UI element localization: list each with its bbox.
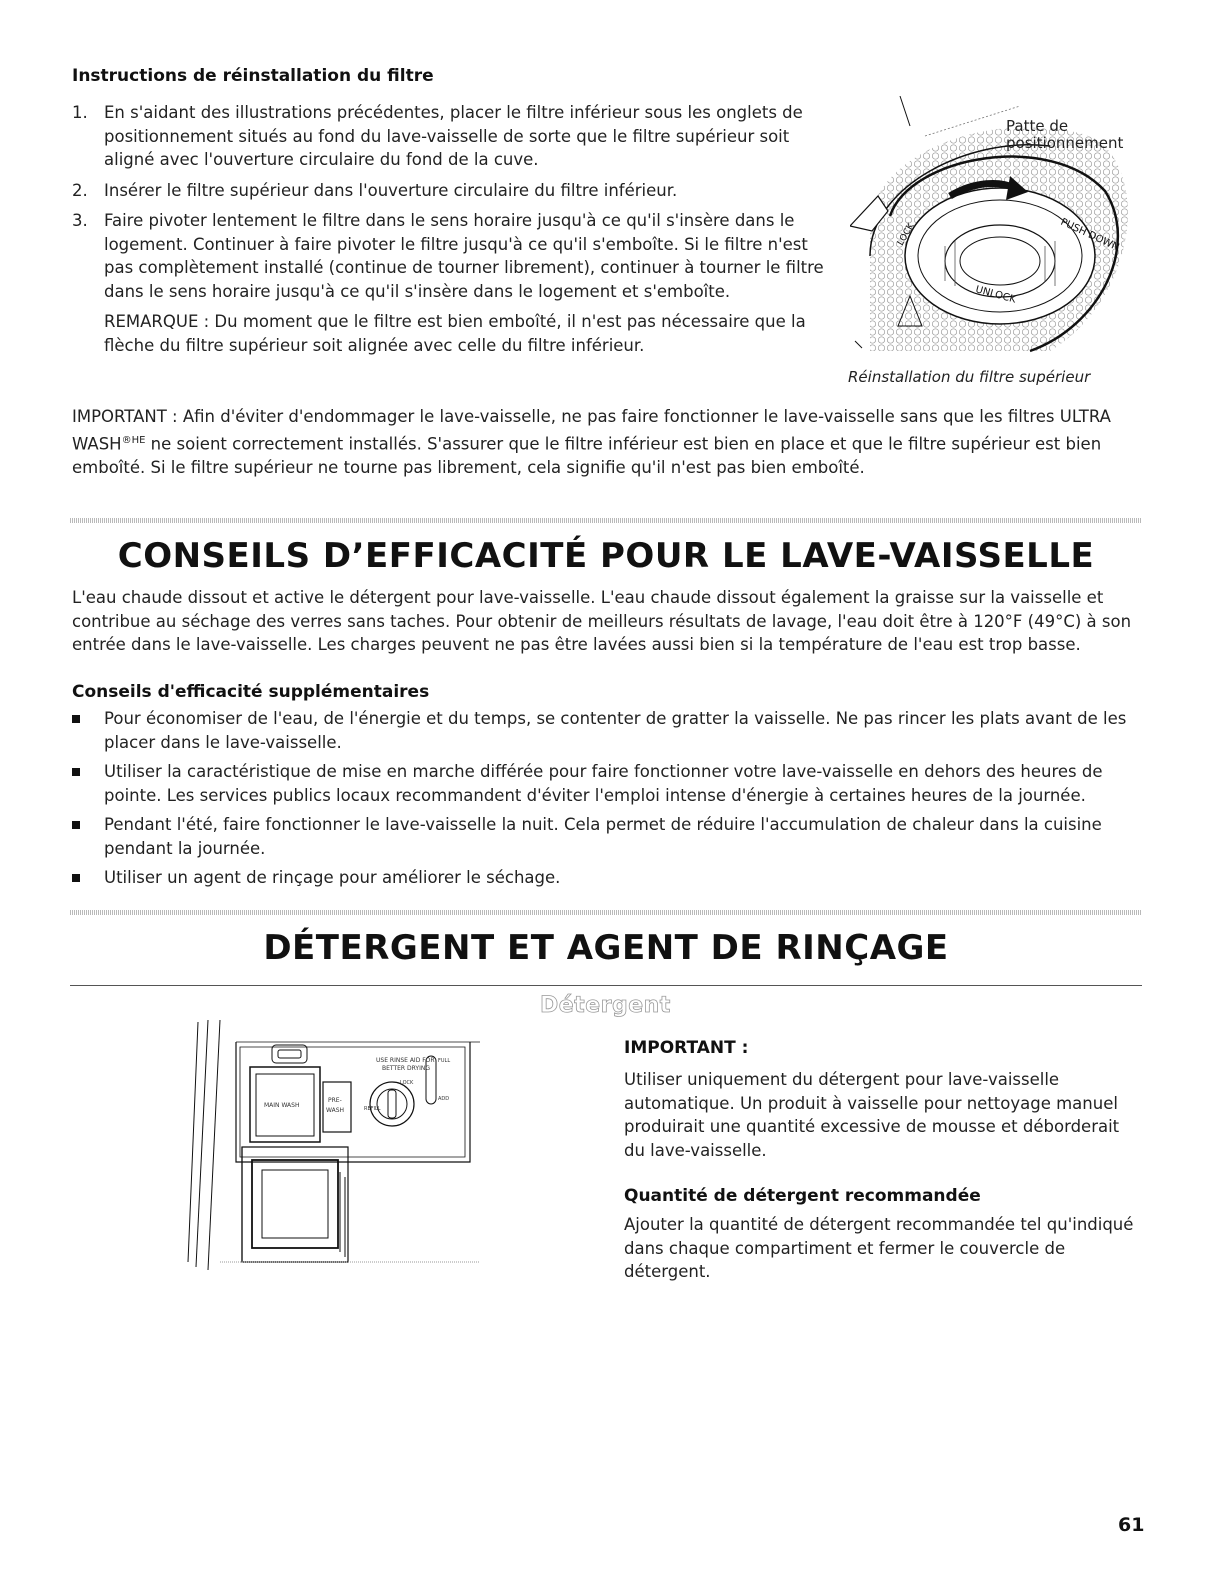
refill-label: REFILL [364,1106,381,1112]
filter-step-3 [72,209,842,303]
efficiency-title: CONSEILS D’EFFICACITÉ POUR LE LAVE-VAISSELLE [117,536,1095,576]
main-wash-label: MAIN WASH [264,1102,300,1109]
rinse-aid-label-2: BETTER DRYING [382,1065,430,1072]
bullet-icon [72,821,80,829]
detergent-important-heading: IMPORTANT : [624,1038,749,1058]
filter-step-1 [72,101,842,172]
positioning-tab-callout: Patte de positionnement [1006,117,1124,152]
detergent-dispenser-illustration [180,1012,500,1282]
pre-label: PRE- [328,1097,342,1104]
lock-label: LOCK [895,221,917,248]
trademark-sup: ®HE [121,434,146,446]
detergent-section-label: Détergent [540,993,671,1018]
detergent-important-text: Utiliser uniquement du détergent pour lave-vaisselle automatique. Un produit à vaisselle pour nettoyage manuel produirait une quantité excessive de mousse et déborderait du lave-vaisselle. [624,1070,1120,1160]
step-text: Insérer le filtre supérieur dans l'ouverture circulaire du filtre inférieur. [104,181,678,200]
bullet-text: Pour économiser de l'eau, de l'énergie et du temps, se contenter de gratter la vaisselle. Ne pas rincer les plats avant de les placer dans le lave-vaisselle. [104,709,1127,752]
wash-label: WASH [326,1107,345,1114]
page-number: 61 [1118,1514,1145,1536]
step-number: 2. [72,181,88,200]
bullet-text: Utiliser un agent de rinçage pour améliorer le séchage. [104,868,561,887]
lock-label: LOCK [400,1080,414,1086]
section-divider [70,910,1142,915]
detergent-quantity-heading: Quantité de détergent recommandée [624,1186,981,1206]
filter-important-note [72,405,1144,479]
detergent-title: DÉTERGENT ET AGENT DE RINÇAGE [263,928,949,968]
bullet-text: Utiliser la caractéristique de mise en marche différée pour faire fonctionner votre lave-vaisselle en dehors des heures de pointe. Les services publics locaux recommandent d'éviter l'emploi intense d'énergie à certaines heures de la journée. [104,762,1103,805]
step-number: 1. [72,103,88,122]
filter-figure-caption: Réinstallation du filtre supérieur [848,368,1091,386]
step-number: 3. [72,211,88,230]
rinse-aid-label-1: USE RINSE AID FOR [376,1057,435,1064]
filter-note: REMARQUE : Du moment que le filtre est bien emboîté, il n'est pas nécessaire que la flèche du filtre supérieur soit alignée avec celle du filtre inférieur. [104,312,806,355]
bullet-text: Pendant l'été, faire fonctionner le lave-vaisselle la nuit. Cela permet de réduire l'accumulation de chaleur dans la cuisine pendant la journée. [104,815,1102,858]
unlock-label: UNLOCK [974,284,1018,306]
step-text: En s'aidant des illustrations précédentes, placer le filtre inférieur sous les onglets de positionnement situés au fond du lave-vaisselle de sorte que le filtre supérieur soit aligné avec l'ouverture circulaire du fond de la cuve. [104,103,803,169]
add-label: ADD [438,1096,450,1102]
bullet-icon [72,715,80,723]
filter-step-2 [72,179,842,203]
list-item [72,760,1144,807]
efficiency-bullets [72,707,1144,890]
detergent-title-underline [70,985,1142,986]
section-divider [70,518,1142,523]
filter-heading: Instructions de réinstallation du filtre [72,66,434,86]
important-text-end: ne soient correctement installés. S'assurer que le filtre inférieur est bien en place et que le filtre supérieur est bien emboîté. Si le filtre supérieur ne tourne pas librement, cela signifie qu'il n'est pas bien emboîté. [72,434,1102,477]
list-item [72,866,1144,890]
push-down-label: PUSH DOWN [1058,216,1121,254]
list-item [72,813,1144,860]
bullet-icon [72,768,80,776]
full-label: FULL [438,1058,451,1064]
step-text: Faire pivoter lentement le filtre dans le sens horaire jusqu'à ce qu'il s'insère dans le logement. Continuer à faire pivoter le filtre jusqu'à ce qu'il s'emboîte. Si le filtre n'est pas complètement installé (continue de tourner librement), continuer à tourner le filtre dans le sens horaire jusqu'à ce qu'il s'insère dans le logement et s'emboîte. [104,211,824,301]
efficiency-subheading: Conseils d'efficacité supplémentaires [72,682,430,702]
bullet-icon [72,874,80,882]
detergent-quantity-text: Ajouter la quantité de détergent recommandée tel qu'indiqué dans chaque compartiment et fermer le couvercle de détergent. [624,1215,1134,1281]
efficiency-intro: L'eau chaude dissout et active le détergent pour lave-vaisselle. L'eau chaude dissout également la graisse sur la vaisselle et contribue au séchage des verres sans taches. Pour obtenir de meilleurs résultats de lavage, l'eau doit être à 120°F (49°C) à son entrée dans le lave-vaisselle. Les charges peuvent ne pas être lavées aussi bien si la température de l'eau est trop basse. [72,588,1132,654]
important-text-start: IMPORTANT : Afin d'éviter d'endommager le lave-vaisselle, ne pas faire fonctionner le lave-vaisselle sans que les filtres ULTRA WASH [72,407,1111,453]
list-item [72,707,1144,754]
